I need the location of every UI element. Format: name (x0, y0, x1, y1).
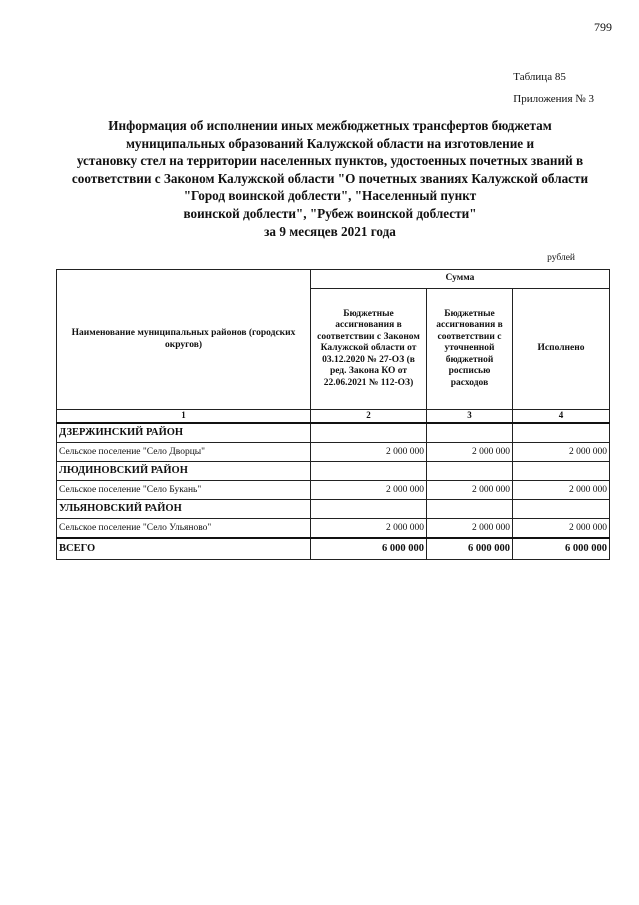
units-label: рублей (547, 253, 575, 263)
document-title (50, 117, 610, 240)
approved-value: 2 000 000 (311, 442, 427, 461)
header-executed: Исполнено (513, 289, 610, 410)
page-number: 799 (594, 20, 612, 34)
approved-value: 2 000 000 (311, 518, 427, 538)
executed-value: 2 000 000 (513, 442, 610, 461)
transfers-table (56, 269, 610, 560)
district-name: ДЗЕРЖИНСКИЙ РАЙОН (57, 423, 311, 443)
appendix-label: Приложения № 3 (513, 93, 594, 105)
revised-value: 2 000 000 (427, 442, 513, 461)
district-row (57, 499, 610, 518)
header-name: Наименование муниципальных районов (городских округов) (57, 270, 311, 410)
revised-value: 2 000 000 (427, 480, 513, 499)
title-line: воинской доблести", "Рубеж воинской доблести" (183, 205, 477, 221)
settlement-row (57, 442, 610, 461)
column-numbers-row (57, 410, 610, 423)
total-revised-value: 6 000 000 (427, 538, 513, 560)
district-row (57, 423, 610, 443)
revised-value: 2 000 000 (427, 518, 513, 538)
title-line: установку стел на территории населенных пунктов, удостоенных почетных званий в (76, 153, 584, 169)
column-number: 2 (311, 410, 427, 423)
total-approved-value: 6 000 000 (311, 538, 427, 560)
column-number: 3 (427, 410, 513, 423)
district-name: ЛЮДИНОВСКИЙ РАЙОН (57, 461, 311, 480)
settlement-name: Сельское поселение "Село Ульяново" (57, 518, 311, 538)
header-revised-budget: Бюджетные ассигнования в соответствии с уточненной бюджетной росписью расходов (427, 289, 513, 410)
total-executed-value: 6 000 000 (513, 538, 610, 560)
approved-value: 2 000 000 (311, 480, 427, 499)
header-approved-budget: Бюджетные ассигнования в соответствии с Законом Калужской области от 03.12.2020 № 27-ОЗ (в ред. Закона КО от 22.06.2021 № 112-ОЗ) (311, 289, 427, 410)
settlement-row (57, 518, 610, 538)
settlement-name: Сельское поселение "Село Дворцы" (57, 442, 311, 461)
title-line: муниципальных образований Калужской области на изготовление и (125, 135, 535, 151)
settlement-name: Сельское поселение "Село Букань" (57, 480, 311, 499)
district-name: УЛЬЯНОВСКИЙ РАЙОН (57, 499, 311, 518)
title-line: "Город воинской доблести", "Населенный пункт (183, 188, 477, 204)
title-line: за 9 месяцев 2021 года (264, 223, 396, 239)
total-row (57, 538, 610, 560)
table-label: Таблица 85 (513, 71, 566, 83)
total-label: ВСЕГО (57, 538, 311, 560)
district-row (57, 461, 610, 480)
header-sum: Сумма (311, 270, 610, 289)
column-number: 1 (57, 410, 311, 423)
title-line: соответствии с Законом Калужской области "О почетных званиях Калужской области (71, 170, 589, 186)
executed-value: 2 000 000 (513, 518, 610, 538)
table-reference (513, 66, 594, 110)
settlement-row (57, 480, 610, 499)
executed-value: 2 000 000 (513, 480, 610, 499)
title-line: Информация об исполнении иных межбюджетных трансфертов бюджетам (108, 118, 552, 133)
column-number: 4 (513, 410, 610, 423)
header-row (57, 270, 610, 289)
